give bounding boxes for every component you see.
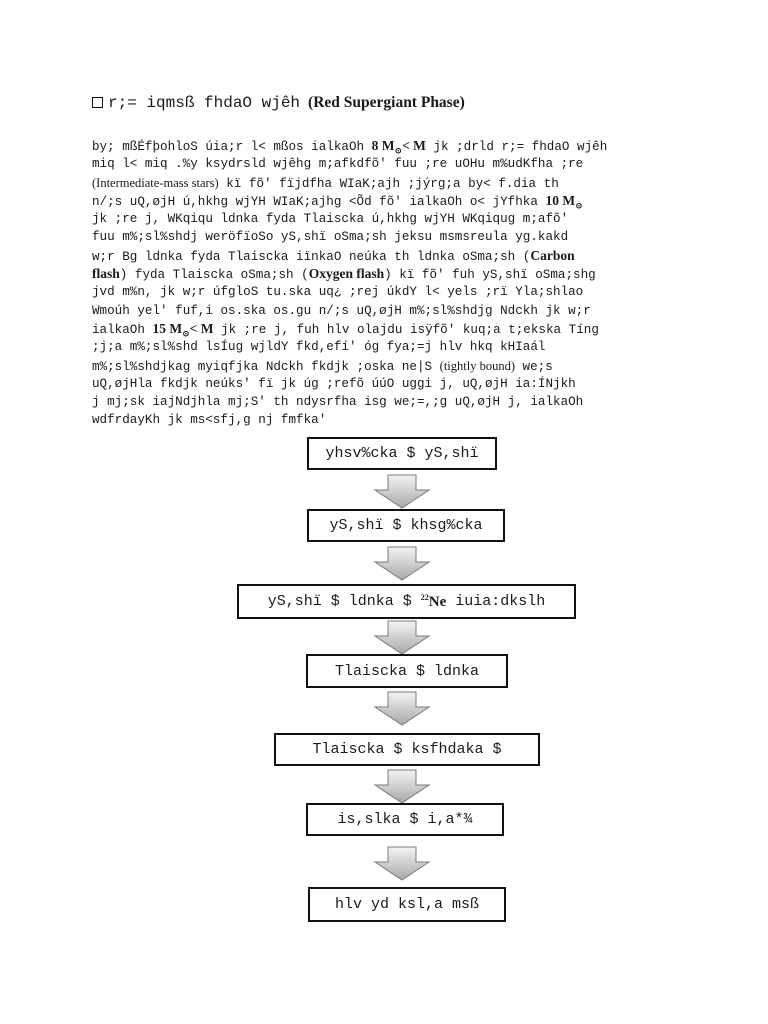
- flow-step-1: [307, 437, 497, 470]
- para-line-4: [92, 192, 692, 210]
- para-line-8: [92, 265, 692, 283]
- para-line-15: j mj;sk iajNdjhla mj;S' th ndysrfha isg we;=,;g uQ,øjH j, ialkaOh: [92, 395, 584, 410]
- flow-step-label: Tlaiscka $ ksfhdaka $: [312, 741, 502, 758]
- text-run: w;r Bg ldnka fyda Tlaiscka iïnkaO neúka th ldnka oSma;sh (: [92, 249, 531, 264]
- text-run: jk ;drld r;= fhdaO wjêh: [425, 140, 608, 154]
- flow-step-5: [274, 733, 540, 766]
- mass-relation: < M: [189, 320, 214, 336]
- english-term: flash: [92, 266, 120, 282]
- down-arrow-icon: [373, 474, 431, 510]
- text-run: ) fyda Tlaiscka oSma;sh (: [119, 268, 309, 283]
- text-run: ) kï fõ' fuh yS,shï oSma;shg: [384, 268, 596, 283]
- para-line-12: ;j;a m%;sl%shd lsÍug wjldY fkd,efí' óg fya;=j hlv hkq kHIaál: [92, 340, 546, 355]
- english-term: (Intermediate-mass stars): [92, 175, 219, 190]
- para-line-14: uQ,øjHla fkdjk neúks' fï jk úg ;refõ úúO uggi j, uQ,øjH ia:ÍNjkh: [92, 376, 576, 391]
- para-line-6: fuu m%;sl%shdj weröfïoSo yS,shï oSma;sh jeksu msmsreula yg.kakd: [92, 230, 569, 245]
- english-term: (tightly bound): [439, 358, 515, 373]
- english-term: Carbon: [530, 247, 575, 263]
- flow-step-label: iuia:dkslh: [446, 593, 546, 610]
- para-line-9: jvd m%n, jk w;r úfgloS tu.ska uq¿ ;rej úkdY l< yels ;rï Yla;shlao: [92, 285, 584, 300]
- solar-symbol: ⊙: [394, 145, 403, 156]
- mass-value: 15 M: [152, 320, 183, 336]
- text-run: by; mßÉfþohloS úia;r l< mßos ialkaOh: [92, 140, 372, 154]
- english-term: Oxygen flash: [308, 266, 385, 282]
- solar-symbol: ⊙: [575, 200, 583, 211]
- down-arrow-icon: [373, 546, 431, 582]
- flow-step-2: [307, 509, 505, 542]
- down-arrow-icon: [373, 769, 431, 805]
- para-line-2: miq l< miq .%y ksydrsld wjêhg m;afkdfõ' fuu ;re uOHu m%udKfha ;re: [92, 157, 584, 172]
- body-paragraph: [92, 137, 692, 430]
- mass-value: 10 M: [545, 192, 576, 208]
- text-run: m%;sl%shdjkag myiqfjka Ndckh fkdjk ;oska ne|S: [92, 359, 440, 374]
- para-line-7: [92, 247, 692, 265]
- text-run: ialkaOh: [92, 322, 153, 337]
- checkbox-bullet-icon: [92, 97, 103, 108]
- flow-step-label: hlv yd ksl,a msß: [334, 896, 480, 913]
- para-line-11: [92, 320, 692, 338]
- flow-step-3: [237, 584, 576, 619]
- down-arrow-icon: [373, 620, 431, 656]
- down-arrow-icon: [373, 691, 431, 727]
- text-run: n/;s uQ,øjH ú,hkhg wjYH WIaK;ajhg <Õd fõ' ialkaOh o< jYfhka: [92, 194, 546, 209]
- isotope-number: 22: [420, 592, 429, 602]
- mass-value: 8 M: [371, 138, 395, 153]
- down-arrow-icon: [373, 846, 431, 882]
- para-line-16: wdfrdayKh jk ms<sfj,g nj fmfka': [92, 413, 327, 428]
- mass-relation: < M: [402, 138, 426, 153]
- para-line-1: [92, 137, 692, 155]
- text-run: kï fõ' fïjdfha WIaK;ajh ;jýrg;a by< f.dia th: [218, 176, 559, 191]
- para-line-13: [92, 357, 692, 375]
- para-line-10: Wmoúh yel' fuf,i os.ska os.gu n/;s uQ,øjH m%;sl%shdjg Ndckh jk w;r: [92, 303, 591, 318]
- flow-step-4: [306, 654, 508, 688]
- flow-step-6: [306, 803, 504, 836]
- para-line-3: [92, 174, 692, 192]
- flow-step-label: yS,shï $ ldnka $: [267, 593, 421, 610]
- section-heading: [92, 94, 465, 112]
- text-run: we;s: [515, 359, 553, 374]
- flow-step-label: Tlaiscka $ ldnka: [334, 662, 480, 680]
- heading-sinhala: r;= iqmsß fhdaO wjêh: [108, 94, 301, 112]
- para-line-5: jk ;re j, WKqiqu ldnka fyda Tlaiscka ú,hkhg wjYH WKqiqug m;afõ': [92, 212, 569, 227]
- heading-english: (Red Supergiant Phase): [308, 94, 465, 111]
- flow-step-label: yhsv%cka $ yS,shï: [325, 445, 479, 462]
- text-run: jk ;re j, fuh hlv olajdu isÿfõ' kuq;a t;ekska Tíng: [213, 322, 599, 337]
- neon-symbol: Ne: [428, 593, 447, 610]
- flow-step-label: yS,shï $ khsg%cka: [329, 517, 483, 534]
- solar-symbol: ⊙: [182, 328, 190, 339]
- flow-step-7: [308, 887, 506, 922]
- flow-step-label: is,slka $ i,a*¾: [337, 811, 473, 828]
